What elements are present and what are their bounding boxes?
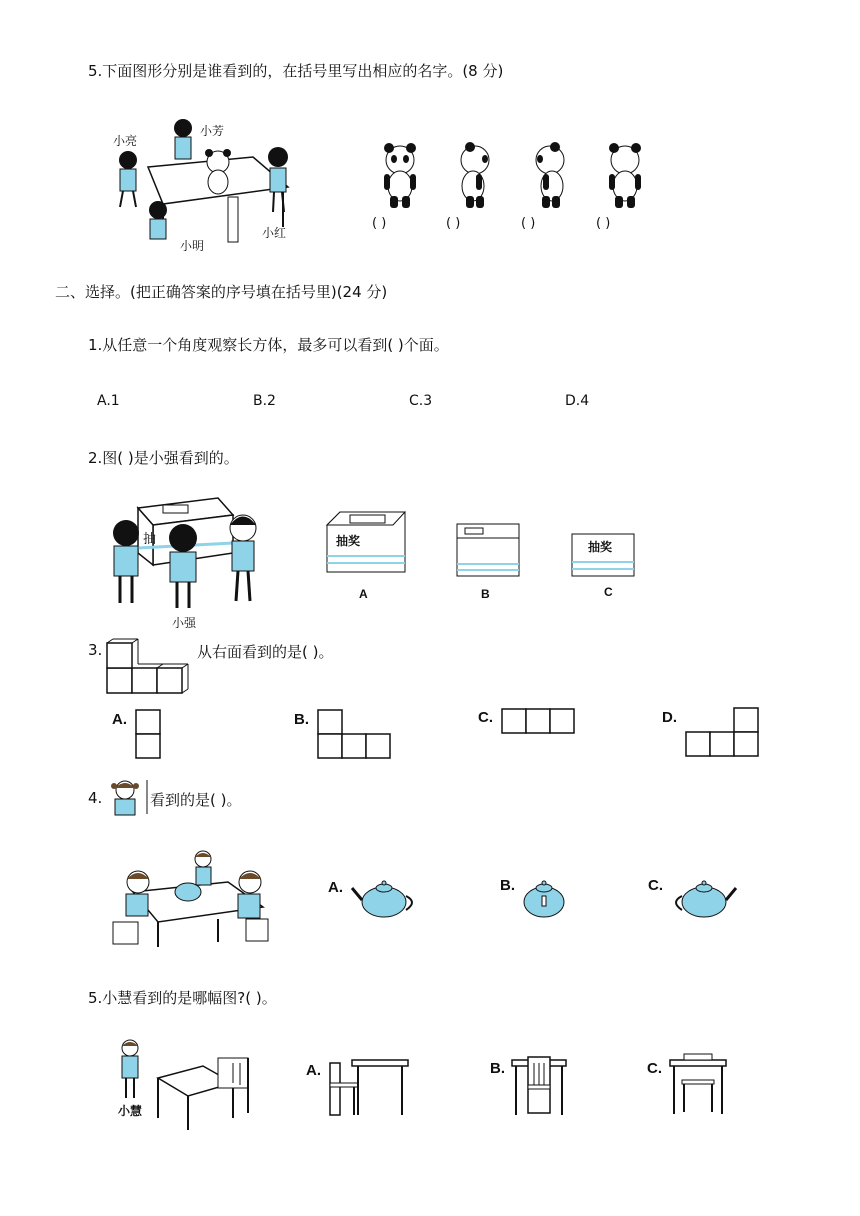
q3-option-a-figure	[134, 708, 162, 760]
q4-girl-icon	[105, 778, 149, 816]
q5-option-a-figure	[328, 1055, 410, 1117]
q1-option-c[interactable]: C.3	[409, 393, 433, 409]
panda-back	[609, 143, 641, 208]
q5-option-b-figure	[510, 1055, 568, 1117]
q4-option-c-teapot	[668, 876, 738, 920]
q3-cubes-figure	[105, 638, 191, 696]
q5-option-c-figure	[668, 1052, 728, 1116]
q2-option-a-text: 抽奖	[336, 534, 361, 548]
q2-option-c-text: 抽奖	[588, 540, 613, 554]
panda-side-left	[461, 142, 489, 208]
q5-option-b-label[interactable]: B.	[490, 1060, 505, 1077]
q5-option-a-label[interactable]: A.	[306, 1062, 321, 1079]
lottery-box-scene-figure	[108, 493, 268, 615]
q3-option-a-label[interactable]: A.	[112, 711, 127, 728]
teapot-table-scene-figure	[108, 847, 273, 952]
name-xiaoming: 小明	[180, 239, 205, 253]
q5-top-question: 5.下面图形分别是谁看到的，在括号里写出相应的名字。(8 分)	[88, 62, 504, 80]
q5-question: 5.小慧看到的是哪幅图?( )。	[88, 989, 277, 1007]
q2-option-b-figure	[455, 522, 521, 578]
q1-question: 1.从任意一个角度观察长方体，最多可以看到( )个面。	[88, 336, 449, 354]
name-xiaohong: 小红	[262, 226, 287, 240]
q3-option-c-figure	[500, 707, 576, 735]
name-xiaohui: 小慧	[118, 1104, 143, 1118]
q4-option-a-teapot	[350, 876, 420, 920]
section-2-title: 二、选择。(把正确答案的序号填在括号里)(24 分)	[55, 283, 388, 301]
answer-bracket-4[interactable]: ( )	[596, 216, 611, 231]
q5-option-c-label[interactable]: C.	[647, 1060, 662, 1077]
panda-side-right	[536, 142, 564, 208]
q4-number: 4.	[88, 789, 103, 807]
answer-bracket-2[interactable]: ( )	[446, 216, 461, 231]
panda-views-figure	[370, 138, 660, 213]
q4-option-c-label[interactable]: C.	[648, 877, 663, 894]
answer-bracket-3[interactable]: ( )	[521, 216, 536, 231]
q1-option-d[interactable]: D.4	[565, 393, 590, 409]
q3-question: 从右面看到的是( )。	[197, 643, 334, 661]
name-xiaoqiang: 小强	[172, 616, 197, 630]
answer-bracket-1[interactable]: ( )	[372, 216, 387, 231]
q3-option-d-label[interactable]: D.	[662, 709, 677, 726]
q3-option-b-figure	[316, 708, 392, 760]
q1-option-b[interactable]: B.2	[253, 393, 276, 409]
panda-front	[384, 143, 416, 208]
q1-option-a[interactable]: A.1	[97, 393, 120, 409]
q3-option-b-label[interactable]: B.	[294, 711, 309, 728]
lottery-box-label: 抽	[143, 532, 157, 547]
q4-question: 看到的是( )。	[150, 791, 242, 809]
q4-option-a-label[interactable]: A.	[328, 879, 343, 896]
q2-question: 2.图( )是小强看到的。	[88, 449, 239, 467]
name-xiaofang: 小芳	[200, 124, 225, 138]
q4-option-b-teapot	[520, 876, 568, 920]
q2-option-a-label[interactable]: A	[359, 587, 368, 601]
q3-option-c-label[interactable]: C.	[478, 709, 493, 726]
q3-number: 3.	[88, 641, 103, 659]
q2-option-c-label[interactable]: C	[604, 585, 613, 599]
name-xiaoliang: 小亮	[113, 134, 138, 148]
q4-option-b-label[interactable]: B.	[500, 877, 515, 894]
q3-option-d-figure	[684, 706, 760, 758]
q2-option-b-label[interactable]: B	[481, 587, 490, 601]
